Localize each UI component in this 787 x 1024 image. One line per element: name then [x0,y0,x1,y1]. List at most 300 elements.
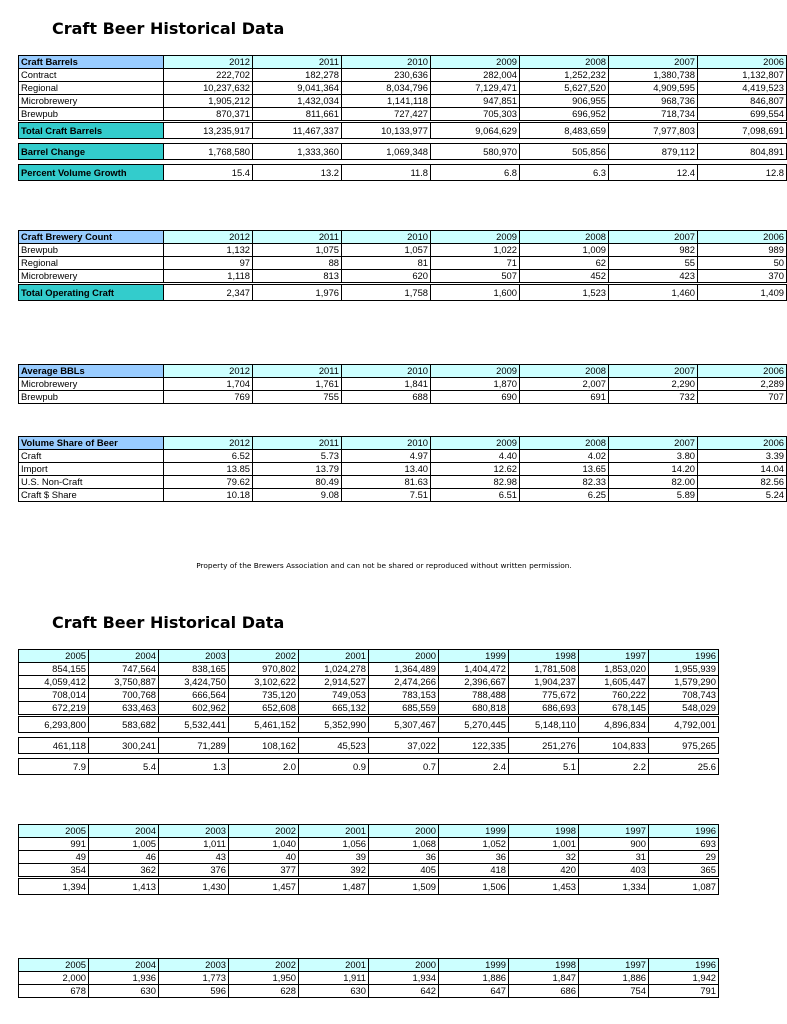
cell[interactable]: 982 [609,244,698,257]
cell[interactable]: 1,364,489 [369,663,439,676]
cell[interactable]: 7,129,471 [431,82,520,95]
cell[interactable]: 2002 [229,959,299,972]
row-label[interactable]: Brewpub [19,108,164,122]
cell[interactable]: 9,041,364 [253,82,342,95]
cell[interactable]: 727,427 [342,108,431,122]
cell[interactable]: 13.2 [253,165,342,181]
cell[interactable]: 0.9 [299,759,369,775]
cell[interactable]: 97 [164,257,253,270]
cell[interactable]: 879,112 [609,144,698,160]
cell[interactable]: 2010 [342,365,431,378]
cell[interactable]: 2001 [299,650,369,663]
cell[interactable]: 783,153 [369,689,439,702]
cell[interactable]: 1,950 [229,972,299,985]
cell[interactable]: 732 [609,391,698,404]
cell[interactable]: 2008 [520,365,609,378]
cell[interactable]: 2008 [520,437,609,450]
cell[interactable]: 1,841 [342,378,431,391]
cell[interactable]: 1,132 [164,244,253,257]
cell[interactable]: 1,087 [649,878,719,895]
cell[interactable]: 88 [253,257,342,270]
cell[interactable]: 4.40 [431,450,520,463]
cell[interactable]: 4,059,412 [19,676,89,689]
cell[interactable]: 9.08 [253,489,342,502]
cell[interactable]: 71,289 [159,738,229,754]
cell[interactable]: 403 [579,864,649,878]
cell[interactable]: 12.8 [698,165,787,181]
cell[interactable]: 580,970 [431,144,520,160]
cell[interactable]: 2007 [609,231,698,244]
cell[interactable]: 680,818 [439,702,509,716]
cell[interactable]: 1,380,738 [609,69,698,82]
row-label[interactable]: Craft Barrels [19,56,164,69]
cell[interactable]: 699,554 [698,108,787,122]
cell[interactable]: 31 [579,851,649,864]
cell[interactable]: 418 [439,864,509,878]
cell[interactable]: 760,222 [579,689,649,702]
cell[interactable]: 769 [164,391,253,404]
cell[interactable]: 690 [431,391,520,404]
cell[interactable]: 1,768,580 [164,144,253,160]
cell[interactable]: 775,672 [509,689,579,702]
cell[interactable]: 2003 [159,959,229,972]
cell[interactable]: 14.20 [609,463,698,476]
cell[interactable]: 3.39 [698,450,787,463]
cell[interactable]: 596 [159,985,229,998]
cell[interactable]: 251,276 [509,738,579,754]
cell[interactable]: 1,886 [439,972,509,985]
cell[interactable]: 2.0 [229,759,299,775]
cell[interactable]: 5,461,152 [229,716,299,733]
cell[interactable]: 1999 [439,959,509,972]
cell[interactable]: 707 [698,391,787,404]
cell[interactable]: 122,335 [439,738,509,754]
row-label[interactable]: Craft [19,450,164,463]
cell[interactable]: 2005 [19,825,89,838]
cell[interactable]: 1,056 [299,838,369,851]
cell[interactable]: 2,007 [520,378,609,391]
cell[interactable]: 7.51 [342,489,431,502]
cell[interactable]: 81.63 [342,476,431,489]
row-label[interactable]: Contract [19,69,164,82]
cell[interactable]: 1,955,939 [649,663,719,676]
cell[interactable]: 2012 [164,56,253,69]
cell[interactable]: 1999 [439,650,509,663]
cell[interactable]: 2003 [159,650,229,663]
cell[interactable]: 975,265 [649,738,719,754]
row-label[interactable]: Average BBLs [19,365,164,378]
cell[interactable]: 15.4 [164,165,253,181]
cell[interactable]: 1,132,807 [698,69,787,82]
cell[interactable]: 405 [369,864,439,878]
cell[interactable]: 2009 [431,56,520,69]
cell[interactable]: 82.00 [609,476,698,489]
cell[interactable]: 2.4 [439,759,509,775]
cell[interactable]: 7,098,691 [698,122,787,139]
cell[interactable]: 1,886 [579,972,649,985]
cell[interactable]: 1,579,290 [649,676,719,689]
row-label[interactable]: Total Craft Barrels [19,122,164,139]
cell[interactable]: 6.8 [431,165,520,181]
cell[interactable]: 754 [579,985,649,998]
cell[interactable]: 4,419,523 [698,82,787,95]
cell[interactable]: 2011 [253,437,342,450]
cell[interactable]: 2011 [253,56,342,69]
cell[interactable]: 685,559 [369,702,439,716]
cell[interactable]: 1,075 [253,244,342,257]
cell[interactable]: 1,509 [369,878,439,895]
cell[interactable]: 423 [609,270,698,284]
cell[interactable]: 4,896,834 [579,716,649,733]
cell[interactable]: 602,962 [159,702,229,716]
cell[interactable]: 1,758 [342,284,431,301]
cell[interactable]: 5.24 [698,489,787,502]
cell[interactable]: 1.3 [159,759,229,775]
cell[interactable]: 49 [19,851,89,864]
cell[interactable]: 5.89 [609,489,698,502]
cell[interactable]: 365 [649,864,719,878]
cell[interactable]: 4,909,595 [609,82,698,95]
cell[interactable]: 2005 [19,959,89,972]
cell[interactable]: 642 [369,985,439,998]
cell[interactable]: 1,334 [579,878,649,895]
cell[interactable]: 2009 [431,231,520,244]
cell[interactable]: 55 [609,257,698,270]
cell[interactable]: 7.9 [19,759,89,775]
cell[interactable]: 1996 [649,825,719,838]
cell[interactable]: 1,487 [299,878,369,895]
cell[interactable]: 2006 [698,437,787,450]
cell[interactable]: 82.33 [520,476,609,489]
cell[interactable]: 377 [229,864,299,878]
cell[interactable]: 691 [520,391,609,404]
cell[interactable]: 628 [229,985,299,998]
cell[interactable]: 696,952 [520,108,609,122]
cell[interactable]: 652,608 [229,702,299,716]
cell[interactable]: 1,905,212 [164,95,253,108]
cell[interactable]: 633,463 [89,702,159,716]
cell[interactable]: 2012 [164,231,253,244]
cell[interactable]: 3.80 [609,450,698,463]
cell[interactable]: 300,241 [89,738,159,754]
cell[interactable]: 1,068 [369,838,439,851]
cell[interactable]: 1,936 [89,972,159,985]
cell[interactable]: 2.2 [579,759,649,775]
cell[interactable]: 854,155 [19,663,89,676]
cell[interactable]: 811,661 [253,108,342,122]
row-label[interactable]: Microbrewery [19,378,164,391]
cell[interactable]: 2001 [299,825,369,838]
cell[interactable]: 507 [431,270,520,284]
cell[interactable]: 1,773 [159,972,229,985]
cell[interactable]: 12.4 [609,165,698,181]
cell[interactable]: 1,057 [342,244,431,257]
cell[interactable]: 700,768 [89,689,159,702]
cell[interactable]: 82.56 [698,476,787,489]
cell[interactable]: 392 [299,864,369,878]
cell[interactable]: 1,141,118 [342,95,431,108]
cell[interactable]: 461,118 [19,738,89,754]
cell[interactable]: 755 [253,391,342,404]
cell[interactable]: 8,483,659 [520,122,609,139]
cell[interactable]: 2,347 [164,284,253,301]
cell[interactable]: 5,627,520 [520,82,609,95]
cell[interactable]: 10.18 [164,489,253,502]
cell[interactable]: 2009 [431,437,520,450]
cell[interactable]: 5,352,990 [299,716,369,733]
cell[interactable]: 718,734 [609,108,698,122]
cell[interactable]: 13.85 [164,463,253,476]
row-label[interactable]: Microbrewery [19,95,164,108]
cell[interactable]: 5.1 [509,759,579,775]
cell[interactable]: 747,564 [89,663,159,676]
cell[interactable]: 80.49 [253,476,342,489]
cell[interactable]: 870,371 [164,108,253,122]
cell[interactable]: 846,807 [698,95,787,108]
cell[interactable]: 1997 [579,825,649,838]
cell[interactable]: 6.3 [520,165,609,181]
cell[interactable]: 104,833 [579,738,649,754]
row-label[interactable]: Regional [19,82,164,95]
cell[interactable]: 1,911 [299,972,369,985]
cell[interactable]: 2000 [369,650,439,663]
cell[interactable]: 32 [509,851,579,864]
cell[interactable]: 1,252,232 [520,69,609,82]
cell[interactable]: 6.51 [431,489,520,502]
cell[interactable]: 9,064,629 [431,122,520,139]
cell[interactable]: 708,014 [19,689,89,702]
cell[interactable]: 583,682 [89,716,159,733]
cell[interactable]: 906,955 [520,95,609,108]
cell[interactable]: 2001 [299,959,369,972]
cell[interactable]: 10,237,632 [164,82,253,95]
cell[interactable]: 2,474,266 [369,676,439,689]
cell[interactable]: 1,024,278 [299,663,369,676]
cell[interactable]: 108,162 [229,738,299,754]
cell[interactable]: 1,605,447 [579,676,649,689]
cell[interactable]: 1998 [509,825,579,838]
cell[interactable]: 13,235,917 [164,122,253,139]
cell[interactable]: 2011 [253,231,342,244]
cell[interactable]: 37,022 [369,738,439,754]
cell[interactable]: 11.8 [342,165,431,181]
cell[interactable]: 1,011 [159,838,229,851]
cell[interactable]: 2004 [89,825,159,838]
cell[interactable]: 1,005 [89,838,159,851]
cell[interactable]: 788,488 [439,689,509,702]
cell[interactable]: 749,053 [299,689,369,702]
cell[interactable]: 1,457 [229,878,299,895]
cell[interactable]: 1,870 [431,378,520,391]
cell[interactable]: 13.65 [520,463,609,476]
cell[interactable]: 6,293,800 [19,716,89,733]
cell[interactable]: 13.40 [342,463,431,476]
cell[interactable]: 376 [159,864,229,878]
cell[interactable]: 991 [19,838,89,851]
cell[interactable]: 1,460 [609,284,698,301]
cell[interactable]: 678,145 [579,702,649,716]
cell[interactable]: 1,333,360 [253,144,342,160]
cell[interactable]: 2012 [164,437,253,450]
cell[interactable]: 1998 [509,959,579,972]
cell[interactable]: 688 [342,391,431,404]
cell[interactable]: 6.25 [520,489,609,502]
row-label[interactable]: Microbrewery [19,270,164,284]
cell[interactable]: 6.52 [164,450,253,463]
row-label[interactable]: Craft Brewery Count [19,231,164,244]
cell[interactable]: 2,289 [698,378,787,391]
cell[interactable]: 2010 [342,437,431,450]
cell[interactable]: 505,856 [520,144,609,160]
cell[interactable]: 630 [89,985,159,998]
cell[interactable]: 1,781,508 [509,663,579,676]
cell[interactable]: 2007 [609,437,698,450]
cell[interactable]: 686,693 [509,702,579,716]
cell[interactable]: 1,904,237 [509,676,579,689]
cell[interactable]: 5,532,441 [159,716,229,733]
row-label[interactable]: Craft $ Share [19,489,164,502]
cell[interactable]: 705,303 [431,108,520,122]
cell[interactable]: 2004 [89,650,159,663]
cell[interactable]: 2008 [520,231,609,244]
cell[interactable]: 81 [342,257,431,270]
cell[interactable]: 2008 [520,56,609,69]
cell[interactable]: 25.6 [649,759,719,775]
cell[interactable]: 1,394 [19,878,89,895]
cell[interactable]: 989 [698,244,787,257]
cell[interactable]: 62 [520,257,609,270]
cell[interactable]: 970,802 [229,663,299,676]
cell[interactable]: 452 [520,270,609,284]
cell[interactable]: 14.04 [698,463,787,476]
cell[interactable]: 2007 [609,365,698,378]
cell[interactable]: 45,523 [299,738,369,754]
cell[interactable]: 40 [229,851,299,864]
cell[interactable]: 2,914,527 [299,676,369,689]
cell[interactable]: 420 [509,864,579,878]
cell[interactable]: 1,001 [509,838,579,851]
cell[interactable]: 548,029 [649,702,719,716]
cell[interactable]: 2004 [89,959,159,972]
cell[interactable]: 1,413 [89,878,159,895]
cell[interactable]: 968,736 [609,95,698,108]
cell[interactable]: 1,506 [439,878,509,895]
cell[interactable]: 4.97 [342,450,431,463]
cell[interactable]: 2000 [369,959,439,972]
cell[interactable]: 5.4 [89,759,159,775]
cell[interactable]: 1998 [509,650,579,663]
cell[interactable]: 1,853,020 [579,663,649,676]
row-label[interactable]: Total Operating Craft [19,284,164,301]
cell[interactable]: 1,118 [164,270,253,284]
cell[interactable]: 2010 [342,56,431,69]
cell[interactable]: 46 [89,851,159,864]
cell[interactable]: 1,453 [509,878,579,895]
cell[interactable]: 4,792,001 [649,716,719,733]
row-label[interactable]: Brewpub [19,391,164,404]
cell[interactable]: 282,004 [431,69,520,82]
cell[interactable]: 1996 [649,959,719,972]
cell[interactable]: 620 [342,270,431,284]
cell[interactable]: 2006 [698,365,787,378]
cell[interactable]: 2005 [19,650,89,663]
cell[interactable]: 50 [698,257,787,270]
cell[interactable]: 1,942 [649,972,719,985]
cell[interactable]: 1,404,472 [439,663,509,676]
cell[interactable]: 79.62 [164,476,253,489]
row-label[interactable]: Regional [19,257,164,270]
cell[interactable]: 3,102,622 [229,676,299,689]
cell[interactable]: 947,851 [431,95,520,108]
cell[interactable]: 5.73 [253,450,342,463]
row-label[interactable]: Barrel Change [19,144,164,160]
cell[interactable]: 630 [299,985,369,998]
cell[interactable]: 11,467,337 [253,122,342,139]
row-label[interactable]: Percent Volume Growth [19,165,164,181]
cell[interactable]: 1,523 [520,284,609,301]
cell[interactable]: 813 [253,270,342,284]
cell[interactable]: 2006 [698,231,787,244]
row-label[interactable]: Volume Share of Beer [19,437,164,450]
cell[interactable]: 2010 [342,231,431,244]
cell[interactable]: 1,069,348 [342,144,431,160]
cell[interactable]: 2000 [369,825,439,838]
cell[interactable]: 2,396,667 [439,676,509,689]
cell[interactable]: 43 [159,851,229,864]
cell[interactable]: 693 [649,838,719,851]
cell[interactable]: 82.98 [431,476,520,489]
cell[interactable]: 7,977,803 [609,122,698,139]
cell[interactable]: 791 [649,985,719,998]
cell[interactable]: 2012 [164,365,253,378]
cell[interactable]: 2,290 [609,378,698,391]
cell[interactable]: 804,891 [698,144,787,160]
cell[interactable]: 1,976 [253,284,342,301]
cell[interactable]: 370 [698,270,787,284]
cell[interactable]: 647 [439,985,509,998]
cell[interactable]: 2011 [253,365,342,378]
cell[interactable]: 1,430 [159,878,229,895]
cell[interactable]: 2002 [229,825,299,838]
cell[interactable]: 354 [19,864,89,878]
cell[interactable]: 2003 [159,825,229,838]
cell[interactable]: 8,034,796 [342,82,431,95]
cell[interactable]: 900 [579,838,649,851]
cell[interactable]: 1,704 [164,378,253,391]
cell[interactable]: 13.79 [253,463,342,476]
cell[interactable]: 5,307,467 [369,716,439,733]
cell[interactable]: 3,424,750 [159,676,229,689]
row-label[interactable]: Import [19,463,164,476]
cell[interactable]: 1,022 [431,244,520,257]
cell[interactable]: 1999 [439,825,509,838]
cell[interactable]: 708,743 [649,689,719,702]
cell[interactable]: 2009 [431,365,520,378]
cell[interactable]: 665,132 [299,702,369,716]
cell[interactable]: 36 [369,851,439,864]
cell[interactable]: 666,564 [159,689,229,702]
cell[interactable]: 1997 [579,959,649,972]
cell[interactable]: 2,000 [19,972,89,985]
row-label[interactable]: Brewpub [19,244,164,257]
cell[interactable]: 71 [431,257,520,270]
row-label[interactable]: U.S. Non-Craft [19,476,164,489]
cell[interactable]: 2007 [609,56,698,69]
cell[interactable]: 1996 [649,650,719,663]
cell[interactable]: 36 [439,851,509,864]
cell[interactable]: 3,750,887 [89,676,159,689]
cell[interactable]: 1,847 [509,972,579,985]
